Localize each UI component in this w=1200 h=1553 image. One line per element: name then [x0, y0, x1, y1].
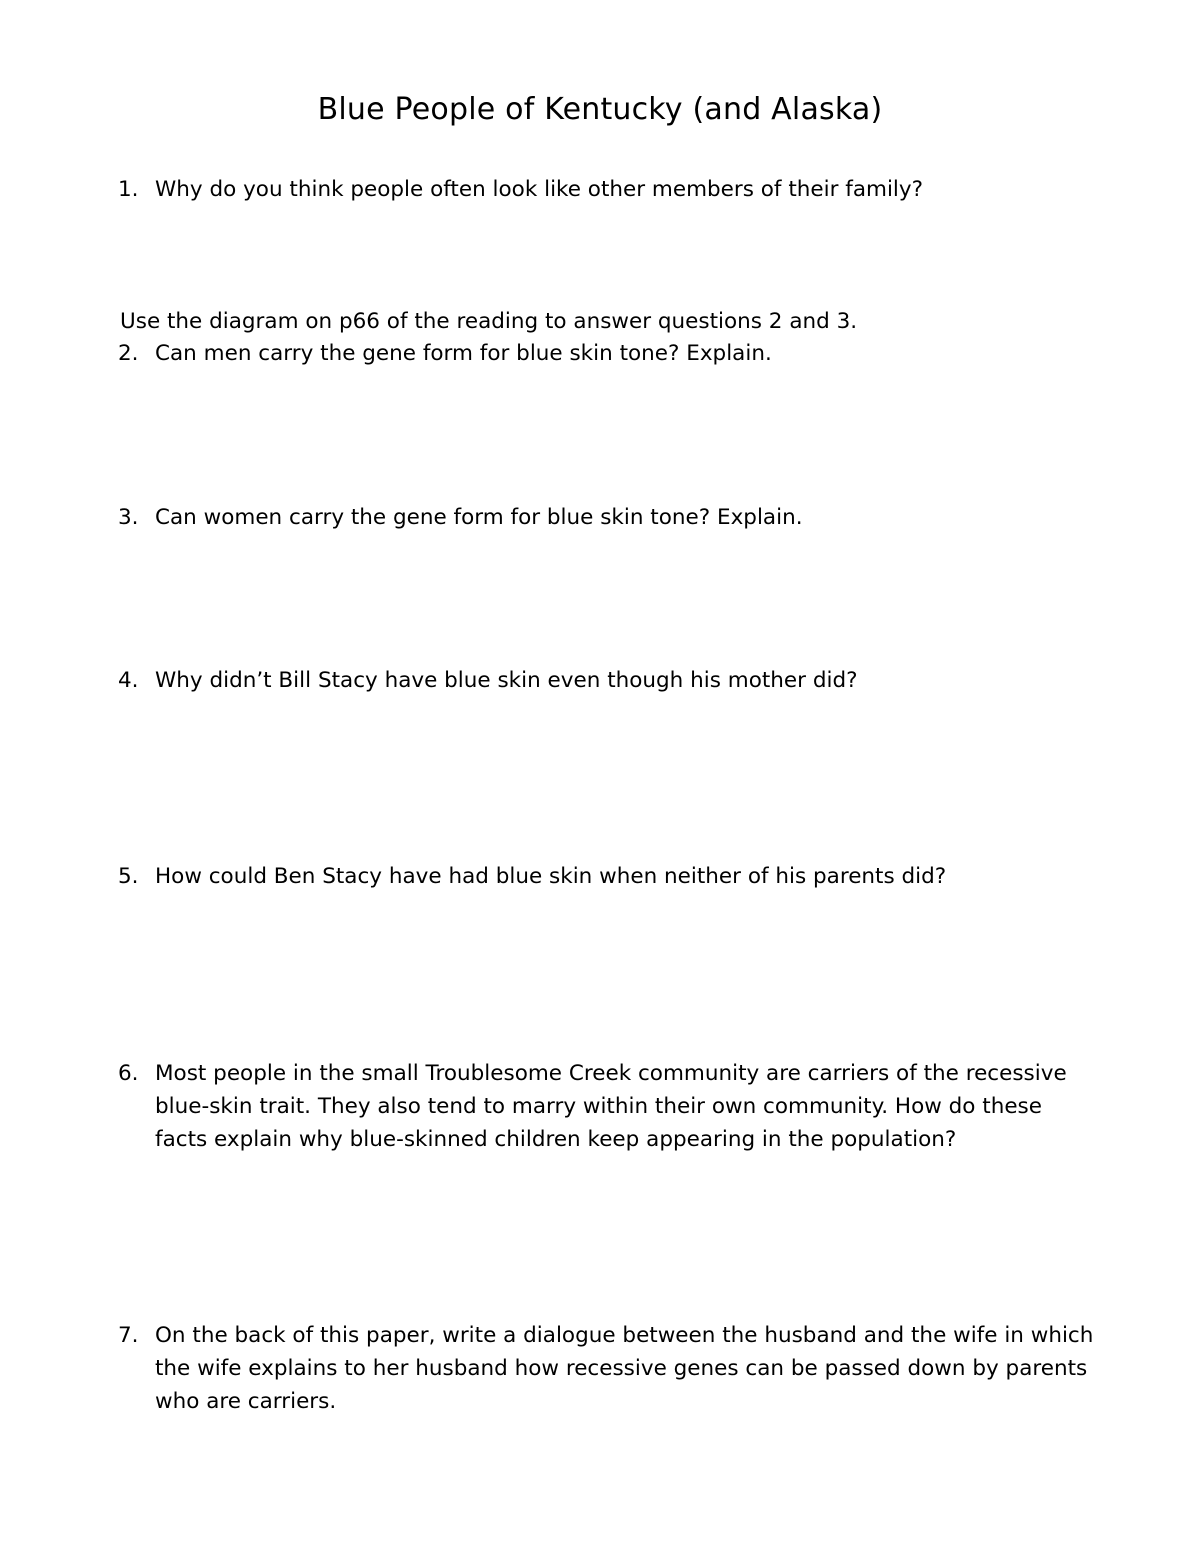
question-text: How could Ben Stacy have had blue skin when neither of his parents did?	[155, 864, 947, 889]
worksheet-title: Blue People of Kentucky (and Alaska)	[317, 92, 883, 127]
question-number: 5.	[118, 864, 139, 889]
question-1	[118, 173, 1118, 206]
instruction-text: Use the diagram on p66 of the reading to answer questions 2 and 3.	[120, 309, 858, 334]
question-text: On the back of this paper, write a dialogue between the husband and the wife in which the wife explains to her husband how recessive genes can be passed down by parents who are carriers.	[155, 1323, 1094, 1414]
question-text: Most people in the small Troublesome Creek community are carriers of the recessive blue-skin trait. They also tend to marry within their own community. How do these facts explain why blue-skinned children keep appearing in the population?	[155, 1061, 1067, 1152]
question-text: Why do you think people often look like other members of their family?	[155, 177, 924, 202]
question-number: 7.	[118, 1323, 139, 1348]
question-text: Can women carry the gene form for blue skin tone? Explain.	[155, 505, 803, 530]
question-text: Why didn’t Bill Stacy have blue skin even though his mother did?	[155, 668, 858, 693]
question-number: 2.	[118, 341, 139, 366]
question-text: Can men carry the gene form for blue skin tone? Explain.	[155, 341, 772, 366]
question-6	[118, 1057, 1118, 1156]
question-number: 4.	[118, 668, 139, 693]
question-3	[118, 501, 1118, 534]
question-4	[118, 664, 1118, 697]
question-7	[118, 1319, 1118, 1418]
question-number: 1.	[118, 177, 139, 202]
question-5	[118, 860, 1118, 893]
question-number: 6.	[118, 1061, 139, 1086]
question-2	[118, 337, 1118, 370]
question-number: 3.	[118, 505, 139, 530]
